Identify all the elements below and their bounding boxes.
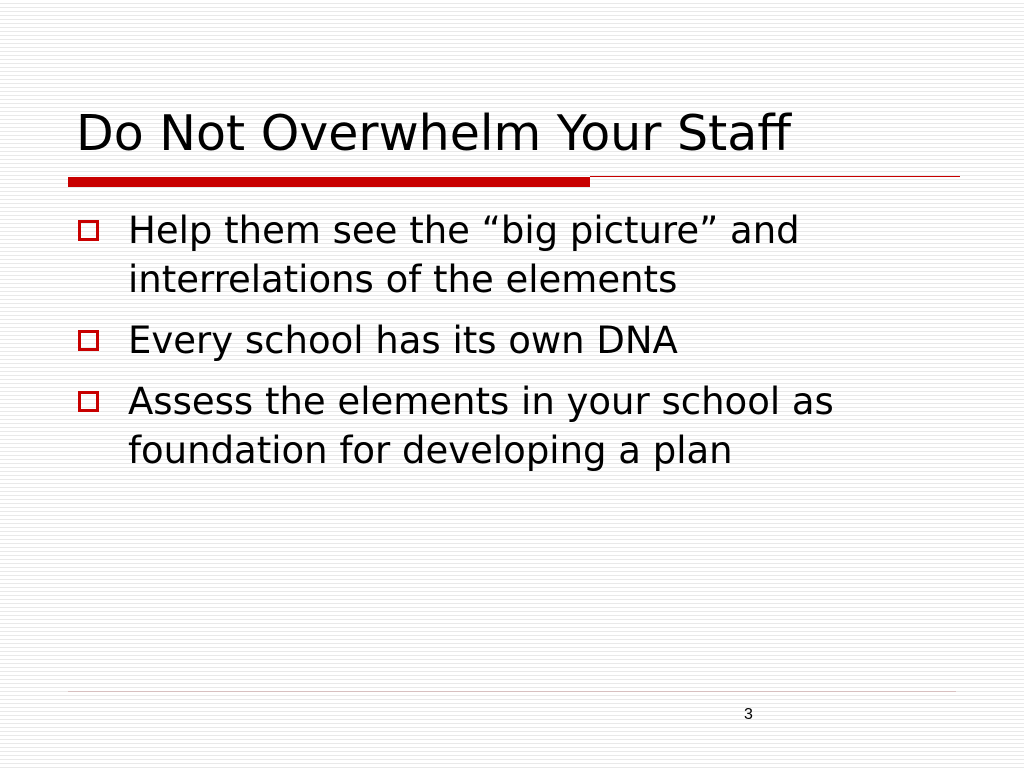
title-underline-thick — [68, 177, 590, 187]
slide-page-number: 3 — [744, 706, 753, 723]
hollow-square-bullet-icon — [78, 391, 99, 412]
bullet-item — [78, 377, 978, 475]
bullet-item — [78, 206, 978, 304]
hollow-square-bullet-icon — [78, 330, 99, 351]
slide-title: Do Not Overwhelm Your Staff — [76, 105, 792, 162]
bullet-text-line: foundation for developing a plan — [128, 429, 733, 472]
hollow-square-bullet-icon — [78, 220, 99, 241]
footer-divider — [68, 691, 956, 692]
title-underline-thin — [590, 176, 960, 177]
bullet-text-line: interrelations of the elements — [128, 258, 678, 301]
bullet-text-line: Assess the elements in your school as — [128, 380, 834, 423]
bullet-text-line: Help them see the “big picture” and — [128, 209, 800, 252]
bullet-item — [78, 316, 978, 365]
bullet-list — [78, 206, 978, 487]
bullet-text-line: Every school has its own DNA — [128, 319, 678, 362]
